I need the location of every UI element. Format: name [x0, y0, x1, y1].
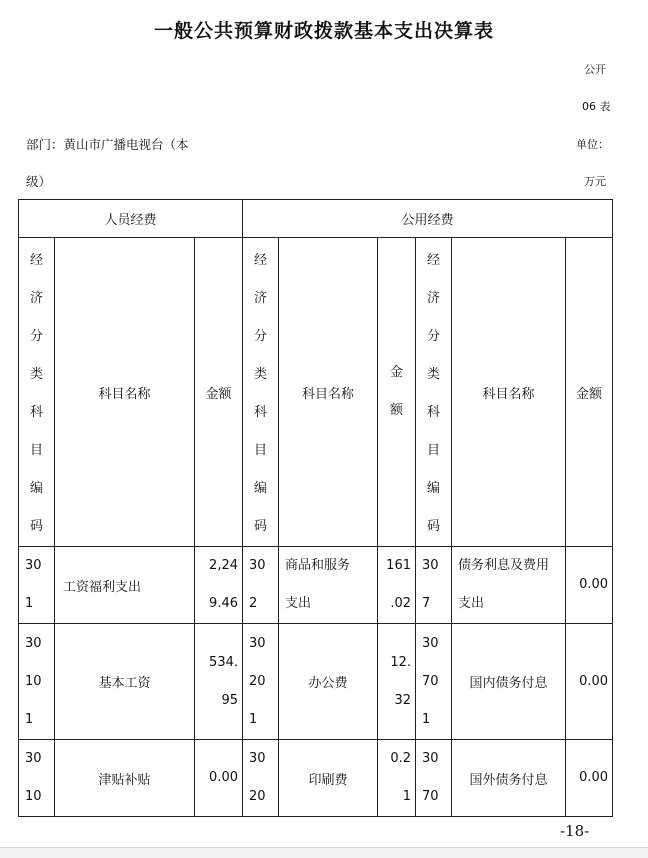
- text-segment: 30: [422, 635, 439, 651]
- econ-code-cell: [19, 547, 55, 624]
- text-segment: 济: [29, 291, 43, 306]
- text-segment: 编: [253, 481, 267, 496]
- text-segment: 类: [426, 367, 440, 382]
- expenditure-table: [18, 199, 613, 817]
- text-segment: 分: [29, 329, 43, 344]
- name-column-header: 科目名称: [452, 238, 566, 547]
- unit-label: 单位：: [576, 138, 609, 151]
- department-label-line2: 级）: [26, 174, 52, 189]
- column-header-row: [19, 238, 613, 547]
- text-segment: 金: [389, 365, 403, 380]
- text-segment: 30: [25, 751, 42, 766]
- text-segment: 30: [249, 558, 266, 573]
- table-row: [19, 624, 613, 740]
- econ-code-cell: [416, 740, 452, 817]
- text-segment: 目: [426, 443, 440, 458]
- subject-name-cell: 国内债务付息: [452, 624, 566, 740]
- text-segment: 10: [25, 789, 42, 804]
- econ-code-cell: [416, 624, 452, 740]
- text-segment: 类: [29, 367, 43, 382]
- text-segment: 30: [25, 635, 42, 651]
- text-segment: 20: [249, 789, 266, 804]
- text-segment: 科: [426, 405, 440, 420]
- subject-name-cell: 国外债务付息: [452, 740, 566, 817]
- text-segment: 码: [426, 519, 440, 534]
- text-segment: 济: [253, 291, 267, 306]
- text-segment: 债务利息及费用: [458, 558, 550, 573]
- text-segment: 1: [422, 711, 431, 727]
- econ-code-cell: [19, 624, 55, 740]
- amount-cell: [378, 740, 416, 817]
- amount-cell: 0.00: [566, 740, 613, 817]
- econ-code-cell: [416, 547, 452, 624]
- text-segment: 70: [422, 673, 439, 689]
- subject-name-cell: 津贴补贴: [55, 740, 195, 817]
- code-column-header: [19, 238, 55, 547]
- text-segment: 70: [422, 789, 439, 804]
- text-segment: 32: [394, 692, 411, 708]
- text-segment: 10: [25, 673, 42, 689]
- subject-name-cell: 基本工资: [55, 624, 195, 740]
- text-segment: 2: [249, 596, 258, 611]
- text-segment: 2,24: [209, 558, 238, 573]
- text-segment: 经: [253, 253, 267, 268]
- text-segment: 额: [389, 403, 403, 418]
- text-segment: 0.2: [390, 751, 411, 766]
- text-segment: 济: [426, 291, 440, 306]
- text-segment: 编: [29, 481, 43, 496]
- text-segment: 码: [253, 519, 267, 534]
- text-segment: 商品和服务: [285, 558, 351, 573]
- subject-name-cell: 工资福利支出: [55, 547, 195, 624]
- name-column-header: 科目名称: [55, 238, 195, 547]
- amount-column-header: [378, 238, 416, 547]
- department-label-line1: 部门：黄山市广播电视台（本: [26, 137, 189, 152]
- page-bottom-edge: [0, 847, 648, 858]
- text-segment: 161: [386, 558, 411, 573]
- text-segment: .02: [390, 596, 411, 611]
- code-column-header: [243, 238, 279, 547]
- text-segment: 1: [402, 789, 411, 804]
- text-segment: 12.: [390, 654, 411, 670]
- amount-column-header: 金额: [195, 238, 243, 547]
- text-segment: 30: [25, 558, 42, 573]
- amount-cell: [195, 624, 243, 740]
- text-segment: 1: [25, 711, 34, 727]
- name-column-header: 科目名称: [279, 238, 378, 547]
- unit-value: 万元: [584, 175, 606, 188]
- text-segment: 分: [426, 329, 440, 344]
- text-segment: 目: [253, 443, 267, 458]
- econ-code-cell: [19, 740, 55, 817]
- text-segment: 30: [422, 558, 439, 573]
- subject-name-cell: [452, 547, 566, 624]
- text-segment: 30: [422, 751, 439, 766]
- page-number: -18-: [560, 822, 590, 840]
- amount-cell: [378, 624, 416, 740]
- subject-name-cell: [279, 547, 378, 624]
- amount-cell: 0.00: [195, 740, 243, 817]
- text-segment: 1: [249, 711, 258, 727]
- text-segment: 码: [29, 519, 43, 534]
- page-title: 一般公共预算财政拨款基本支出决算表: [153, 20, 494, 42]
- econ-code-cell: [243, 624, 279, 740]
- text-segment: 534.: [209, 654, 238, 670]
- subject-name-cell: 印刷费: [279, 740, 378, 817]
- econ-code-cell: [243, 740, 279, 817]
- amount-cell: [378, 547, 416, 624]
- text-segment: 30: [249, 635, 266, 651]
- text-segment: 经: [29, 253, 43, 268]
- amount-cell: 0.00: [566, 547, 613, 624]
- text-segment: 30: [249, 751, 266, 766]
- text-segment: 95: [221, 692, 238, 708]
- section-personnel-header: 人员经费: [19, 200, 243, 238]
- text-segment: 类: [253, 367, 267, 382]
- econ-code-cell: [243, 547, 279, 624]
- text-segment: 目: [29, 443, 43, 458]
- text-segment: 编: [426, 481, 440, 496]
- table-row: [19, 740, 613, 817]
- form-code-line2: 06 表: [582, 100, 611, 113]
- text-segment: 9.46: [209, 596, 238, 611]
- text-segment: 科: [253, 405, 267, 420]
- section-public-header: 公用经费: [243, 200, 613, 238]
- subject-name-cell: 办公费: [279, 624, 378, 740]
- text-segment: 分: [253, 329, 267, 344]
- text-segment: 支出: [458, 596, 485, 611]
- form-code-line1: 公开: [584, 63, 606, 76]
- amount-cell: 0.00: [566, 624, 613, 740]
- table-row: [19, 547, 613, 624]
- amount-cell: [195, 547, 243, 624]
- text-segment: 1: [25, 596, 34, 611]
- amount-column-header: 金额: [566, 238, 613, 547]
- text-segment: 20: [249, 673, 266, 689]
- code-column-header: [416, 238, 452, 547]
- text-segment: 支出: [285, 596, 312, 611]
- text-segment: 7: [422, 596, 431, 611]
- text-segment: 科: [29, 405, 43, 420]
- text-segment: 经: [426, 253, 440, 268]
